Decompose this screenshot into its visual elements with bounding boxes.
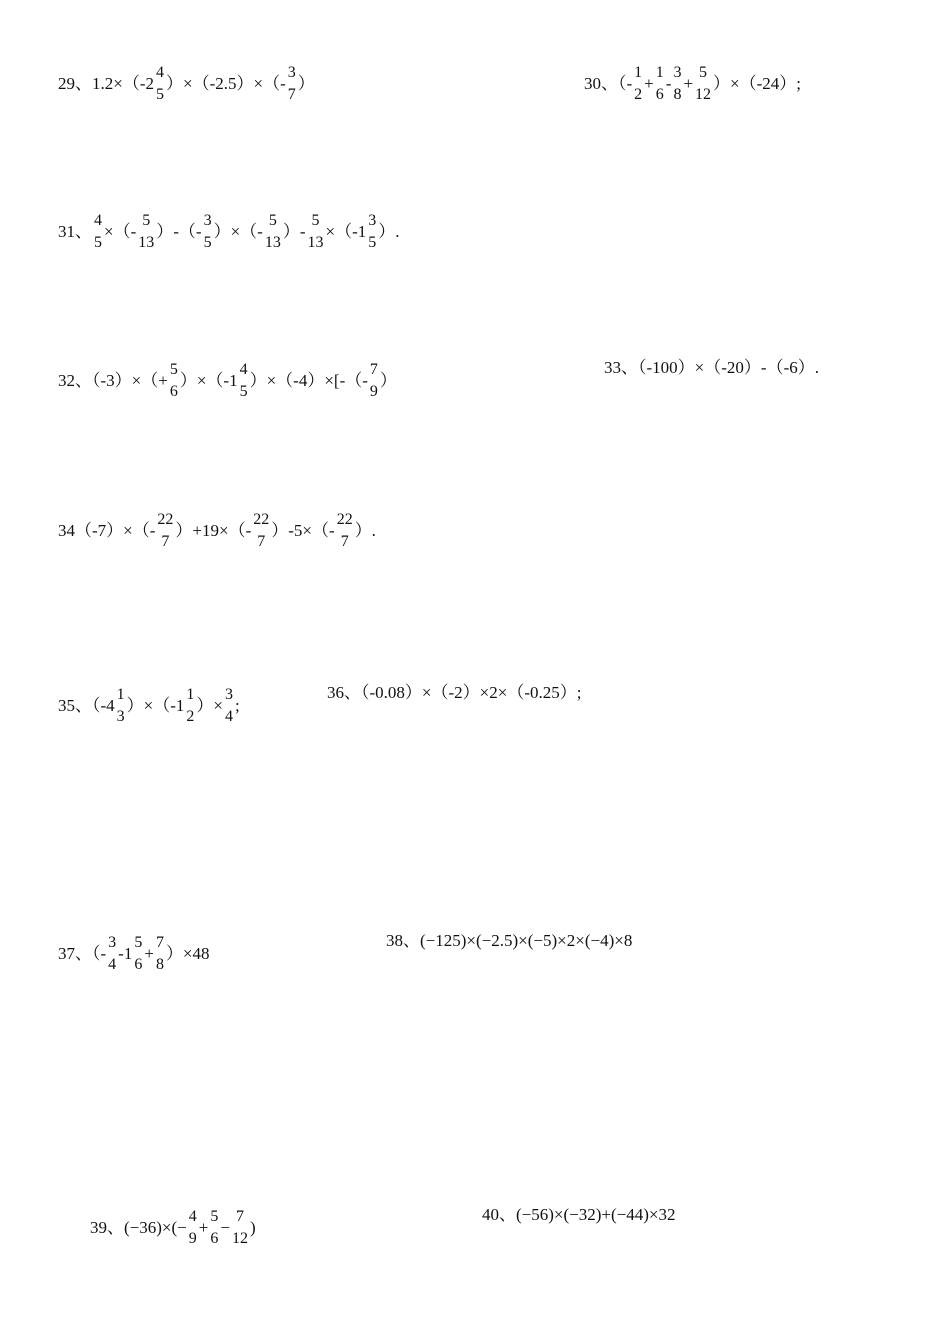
problem-text: 39、(−36)×(− [90, 1218, 187, 1238]
problem-text: ）×（-1 [179, 371, 238, 391]
problem-33 [604, 359, 819, 376]
problem-36 [327, 684, 581, 701]
fraction-denominator: 5 [203, 233, 212, 251]
fraction-numerator: 3 [203, 212, 212, 229]
problem-text: ; [235, 696, 240, 716]
problem-text: ） [297, 74, 315, 94]
problem-text: 29、1.2×（-2 [58, 74, 154, 94]
problem-text: 32、（-3）×（+ [58, 371, 168, 391]
fraction-numerator: 4 [94, 212, 102, 229]
fraction-numerator: 5 [210, 1208, 219, 1225]
fraction [288, 62, 296, 105]
fraction [634, 62, 642, 105]
fraction [240, 359, 248, 402]
fraction [232, 1206, 248, 1249]
problem-text: 37、（- [58, 944, 107, 964]
problem-text: + [683, 74, 694, 94]
fraction-numerator: 5 [311, 212, 320, 229]
problem-text: ）×（- [213, 222, 263, 242]
fraction-numerator: 4 [188, 1208, 197, 1225]
fraction [225, 684, 233, 727]
problem-text: ）. [354, 521, 376, 541]
fraction-numerator: 4 [239, 361, 248, 378]
fraction-denominator: 12 [695, 85, 712, 103]
fraction-numerator: 7 [369, 361, 378, 378]
fraction-numerator: 3 [287, 64, 296, 81]
fraction-denominator: 6 [169, 382, 178, 400]
problem-32 [58, 359, 397, 402]
fraction-numerator: 3 [673, 64, 682, 81]
problem-text: ）× [196, 696, 224, 716]
fraction-numerator: 1 [634, 64, 643, 81]
problem-text: - [665, 74, 672, 94]
problem-text: 30、（- [584, 74, 633, 94]
problem-text: 35、（-4 [58, 696, 115, 716]
problem-text: ）- [282, 222, 306, 242]
fraction-numerator: 7 [235, 1208, 244, 1225]
problem-31 [58, 210, 400, 253]
fraction-denominator: 12 [231, 1229, 248, 1247]
fraction-denominator: 13 [138, 233, 155, 251]
fraction-numerator: 1 [116, 686, 125, 703]
fraction-denominator: 9 [188, 1229, 197, 1247]
fraction-denominator: 5 [94, 233, 102, 251]
fraction [138, 210, 154, 253]
fraction-numerator: 5 [134, 934, 143, 951]
fraction [134, 932, 142, 975]
fraction-numerator: 7 [155, 934, 164, 951]
problem-29 [58, 62, 315, 105]
problem-34 [58, 509, 376, 552]
fraction-denominator: 5 [156, 85, 164, 103]
problem-text: ×（- [104, 222, 137, 242]
fraction-numerator: 22 [336, 511, 353, 528]
problem-text: 31、 [58, 222, 92, 242]
fraction-denominator: 8 [155, 955, 164, 973]
fraction [186, 684, 194, 727]
fraction-numerator: 3 [108, 934, 117, 951]
fraction [210, 1206, 218, 1249]
problem-text: ）×（-2.5）×（- [166, 74, 286, 94]
problem-39 [90, 1206, 256, 1249]
fraction-denominator: 7 [287, 85, 296, 103]
problem-37 [58, 932, 210, 975]
problem-35 [58, 684, 240, 727]
fraction-numerator: 5 [699, 64, 708, 81]
fraction [308, 210, 324, 253]
fraction [204, 210, 212, 253]
fraction [189, 1206, 197, 1249]
fraction-numerator: 3 [225, 686, 234, 703]
fraction-numerator: 3 [368, 212, 377, 229]
problem-40 [482, 1206, 676, 1223]
fraction-numerator: 5 [169, 361, 178, 378]
fraction-denominator: 6 [134, 955, 143, 973]
problem-text: 34（-7）×（- [58, 521, 156, 541]
problem-text: ）-5×（- [271, 521, 335, 541]
fraction-denominator: 6 [210, 1229, 219, 1247]
fraction [253, 509, 269, 552]
problem-text: + [198, 1218, 209, 1238]
problem-text: ） [379, 371, 397, 391]
fraction-numerator: 5 [268, 212, 277, 229]
fraction [368, 210, 376, 253]
fraction [170, 359, 178, 402]
fraction-denominator: 2 [186, 707, 195, 725]
problem-text: 36、（-0.08）×（-2）×2×（-0.25）; [327, 683, 582, 702]
fraction [695, 62, 711, 105]
fraction-numerator: 22 [157, 511, 174, 528]
fraction-numerator: 1 [186, 686, 195, 703]
fraction [157, 509, 173, 552]
fraction-denominator: 5 [239, 382, 248, 400]
fraction-numerator: 4 [156, 64, 164, 81]
fraction [656, 62, 664, 105]
fraction-denominator: 6 [655, 85, 664, 103]
fraction-denominator: 13 [264, 233, 281, 251]
fraction-denominator: 7 [161, 532, 170, 550]
problem-text: − [220, 1218, 230, 1238]
problem-text: ）-（- [156, 222, 202, 242]
fraction-denominator: 13 [307, 233, 324, 251]
fraction [337, 509, 353, 552]
fraction-denominator: 7 [340, 532, 349, 550]
problem-38 [386, 932, 632, 949]
problem-text: ) [249, 1218, 256, 1238]
fraction [108, 932, 116, 975]
problem-text: ）×（-24）; [713, 74, 802, 94]
problem-text: ）×（-1 [126, 696, 185, 716]
fraction [156, 932, 164, 975]
fraction [156, 62, 164, 105]
problem-30 [584, 62, 801, 105]
problem-text: ）×48 [165, 944, 210, 964]
fraction [673, 62, 681, 105]
fraction-numerator: 1 [655, 64, 664, 81]
problem-text: ×（-1 [325, 222, 367, 242]
problem-text: 40、(−56)×(−32)+(−44)×32 [482, 1205, 676, 1224]
fraction-numerator: 22 [253, 511, 270, 528]
fraction-numerator: 5 [142, 212, 151, 229]
problem-text: 33、（-100）×（-20）-（-6）. [604, 358, 819, 377]
problem-text: -1 [118, 944, 133, 964]
problem-text: + [644, 74, 654, 94]
problem-text: 38、(−125)×(−2.5)×(−5)×2×(−4)×8 [386, 931, 633, 950]
fraction-denominator: 3 [116, 707, 125, 725]
fraction [370, 359, 378, 402]
problem-text: ）. [378, 222, 400, 242]
fraction [117, 684, 125, 727]
problem-text: ）×（-4）×[-（- [249, 371, 368, 391]
fraction-denominator: 7 [257, 532, 266, 550]
problem-text: ）+19×（- [175, 521, 252, 541]
fraction-denominator: 4 [108, 955, 117, 973]
fraction-denominator: 4 [225, 707, 234, 725]
problem-text: + [144, 944, 154, 964]
fraction-denominator: 5 [368, 233, 377, 251]
fraction-denominator: 2 [634, 85, 643, 103]
fraction-denominator: 9 [369, 382, 378, 400]
fraction-denominator: 8 [673, 85, 682, 103]
fraction [94, 210, 102, 253]
fraction [265, 210, 281, 253]
